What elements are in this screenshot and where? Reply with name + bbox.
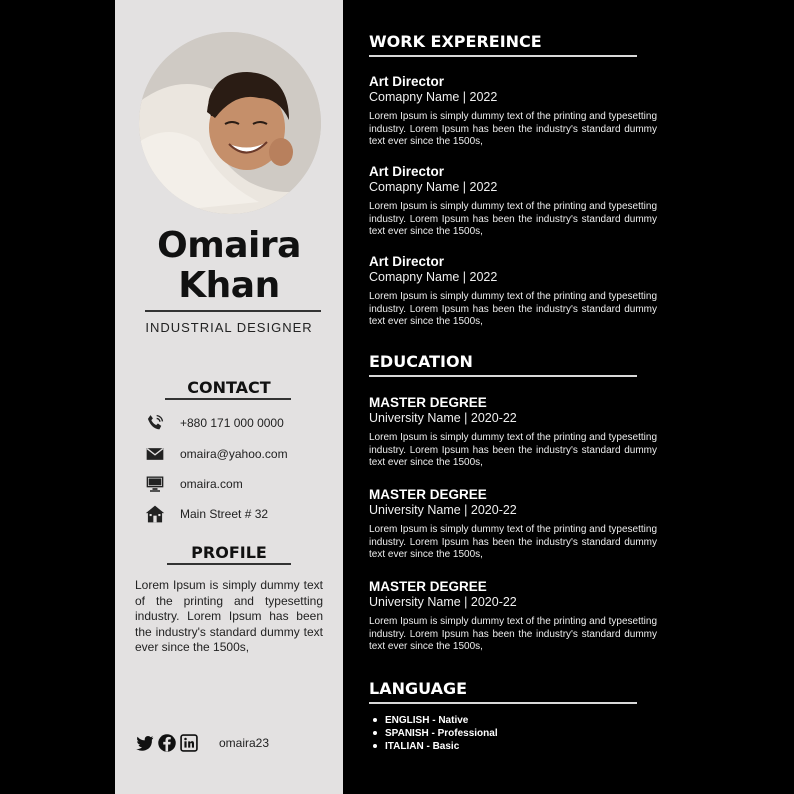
work-company: Comapny Name | 2022 [369,180,498,194]
sidebar [115,0,343,794]
education-entry [369,487,657,562]
education-heading: EDUCATION [369,352,473,371]
language-list [369,714,498,753]
work-description: Lorem Ipsum is simply dummy text of the printing and typesetting industry. Lorem Ipsum has been the industry's standard dummy text ever since the 1500s, [369,111,657,148]
contact-website-text: omaira.com [180,477,243,491]
language-heading-rule [369,702,637,704]
work-heading-rule [369,55,637,57]
profile-heading: PROFILE [191,543,267,562]
work-entry [369,74,657,149]
name-divider [145,310,321,312]
person-name [115,226,343,306]
contact-website [145,473,335,495]
contact-heading: CONTACT [187,378,271,397]
work-entry [369,254,657,329]
contact-heading-rule [165,398,291,400]
work-heading: WORK EXPEREINCE [369,32,542,51]
twitter-icon[interactable] [135,733,155,753]
education-university: University Name | 2020-22 [369,411,517,425]
profile-photo [139,32,321,214]
first-name: Omaira [157,225,301,266]
work-title: Art Director [369,164,445,179]
social-handle[interactable]: omaira23 [219,736,270,750]
work-company: Comapny Name | 2022 [369,270,498,284]
contact-address-text: Main Street # 32 [180,507,269,521]
mail-icon [145,444,165,464]
language-item: ITALIAN - Basic [369,740,498,753]
work-description: Lorem Ipsum is simply dummy text of the printing and typesetting industry. Lorem Ipsum has been the industry's standard dummy text ever since the 1500s, [369,291,657,328]
home-icon [145,504,165,524]
contact-address [145,503,335,525]
education-description: Lorem Ipsum is simply dummy text of the printing and typesetting industry. Lorem Ipsum has been the industry's standard dummy text ever since the 1500s, [369,432,657,469]
profile-text: Lorem Ipsum is simply dummy text of the printing and typesetting industry. Lorem Ipsum has been the industry's standard dummy text ever since the 1500s, [135,578,323,654]
language-item: ENGLISH - Native [369,714,498,727]
work-description: Lorem Ipsum is simply dummy text of the printing and typesetting industry. Lorem Ipsum has been the industry's standard dummy text ever since the 1500s, [369,201,657,238]
social-links [135,733,269,753]
work-entry [369,164,657,239]
contact-email-text: omaira@yahoo.com [180,447,288,461]
education-degree: MASTER DEGREE [369,395,487,410]
profile-heading-rule [167,563,291,565]
education-description: Lorem Ipsum is simply dummy text of the printing and typesetting industry. Lorem Ipsum has been the industry's standard dummy text ever since the 1500s, [369,524,657,561]
facebook-icon[interactable] [157,733,177,753]
work-company: Comapny Name | 2022 [369,90,498,104]
education-heading-rule [369,375,637,377]
education-university: University Name | 2020-22 [369,503,517,517]
job-title: INDUSTRIAL DESIGNER [145,320,313,335]
monitor-icon [145,474,165,494]
education-description: Lorem Ipsum is simply dummy text of the printing and typesetting industry. Lorem Ipsum has been the industry's standard dummy text ever since the 1500s, [369,616,657,653]
child-portrait-image [139,32,321,214]
education-degree: MASTER DEGREE [369,487,487,502]
language-item: SPANISH - Professional [369,727,498,740]
contact-phone [145,412,335,434]
language-heading: LANGUAGE [369,679,468,698]
education-entry [369,579,657,654]
education-degree: MASTER DEGREE [369,579,487,594]
work-title: Art Director [369,254,445,269]
last-name: Khan [178,265,280,306]
linkedin-icon[interactable] [179,733,199,753]
education-university: University Name | 2020-22 [369,595,517,609]
phone-icon [145,413,165,433]
contact-phone-text: +880 171 000 0000 [180,416,284,430]
work-title: Art Director [369,74,445,89]
education-entry [369,395,657,470]
contact-email [145,443,335,465]
